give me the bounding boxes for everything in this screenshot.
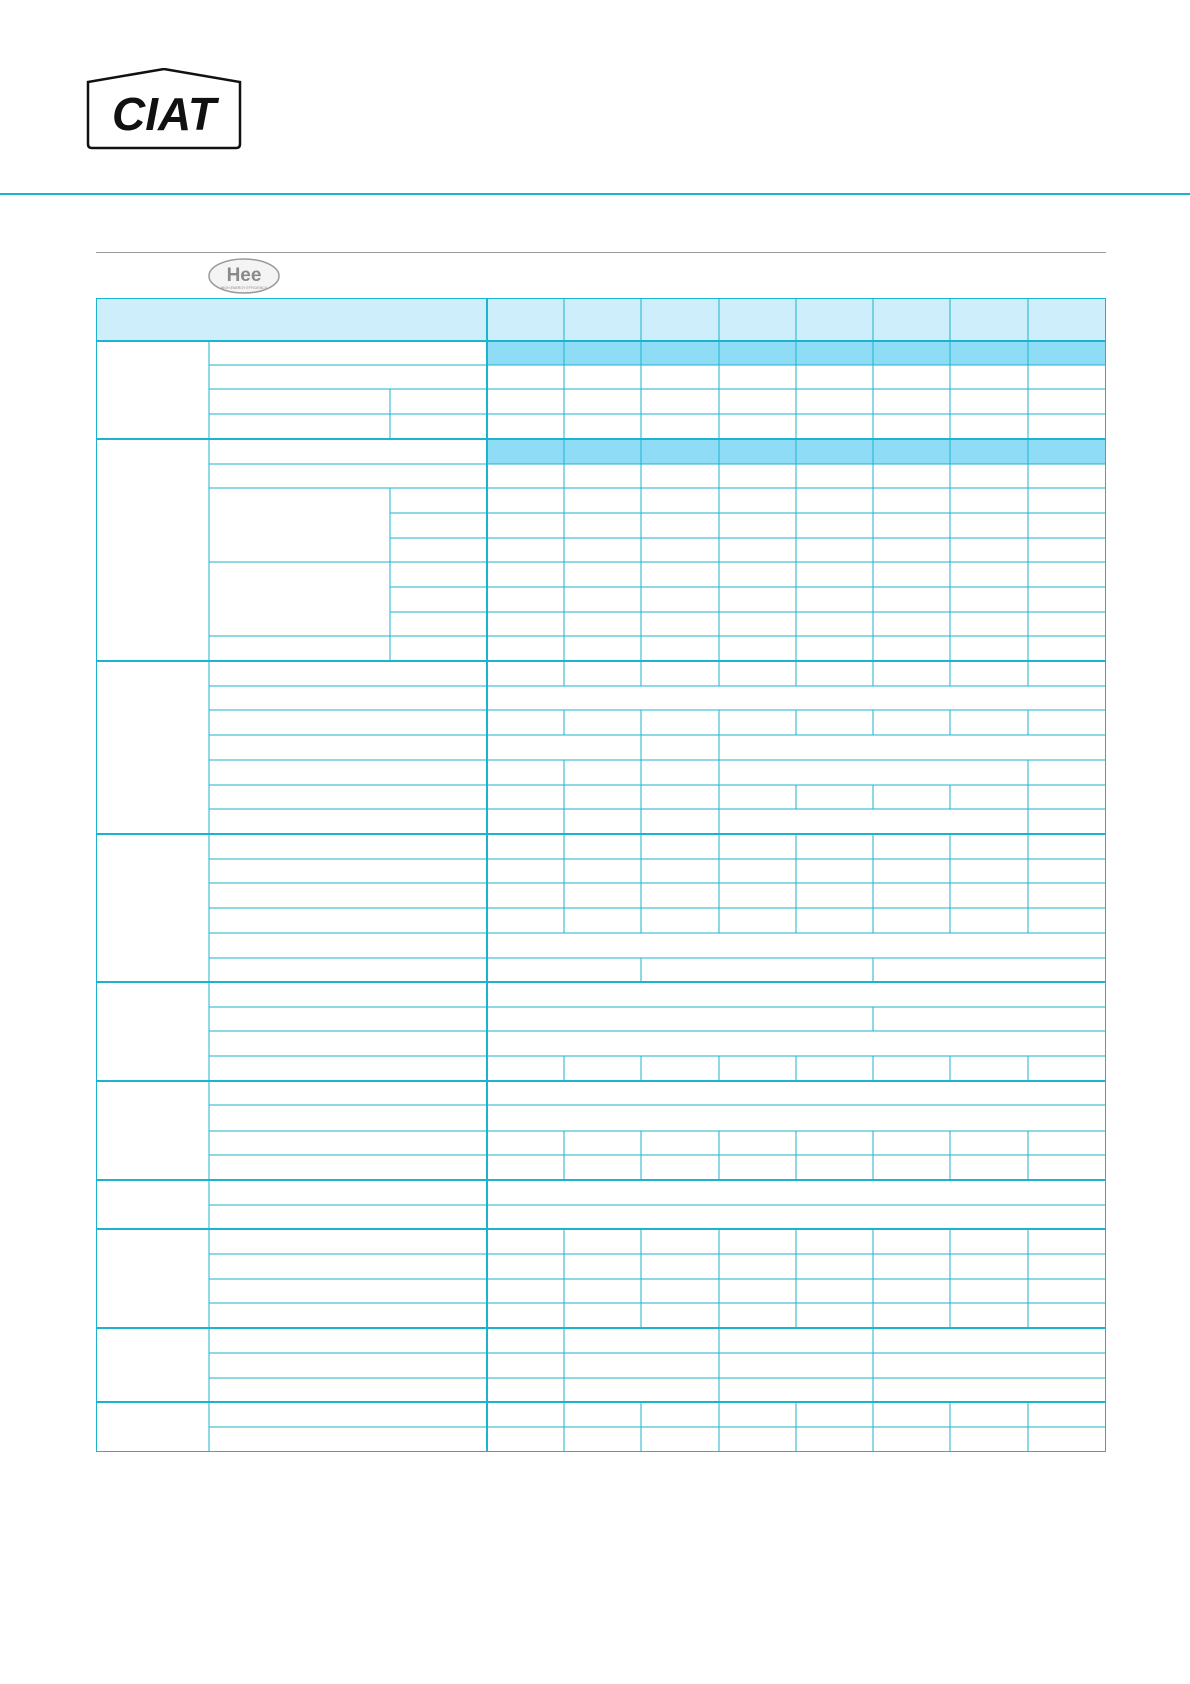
header-divider bbox=[0, 193, 1190, 195]
specification-table bbox=[96, 298, 1106, 1452]
logo-wordmark: CIAT bbox=[112, 88, 216, 140]
table-header-row bbox=[96, 298, 1106, 341]
ciat-logo bbox=[84, 68, 244, 150]
section-divider bbox=[96, 252, 1106, 253]
badge-subtext: HIGH ENERGY EFFICIENCY bbox=[220, 286, 268, 290]
badge-text: Hee bbox=[226, 265, 262, 286]
hee-badge bbox=[207, 257, 281, 295]
